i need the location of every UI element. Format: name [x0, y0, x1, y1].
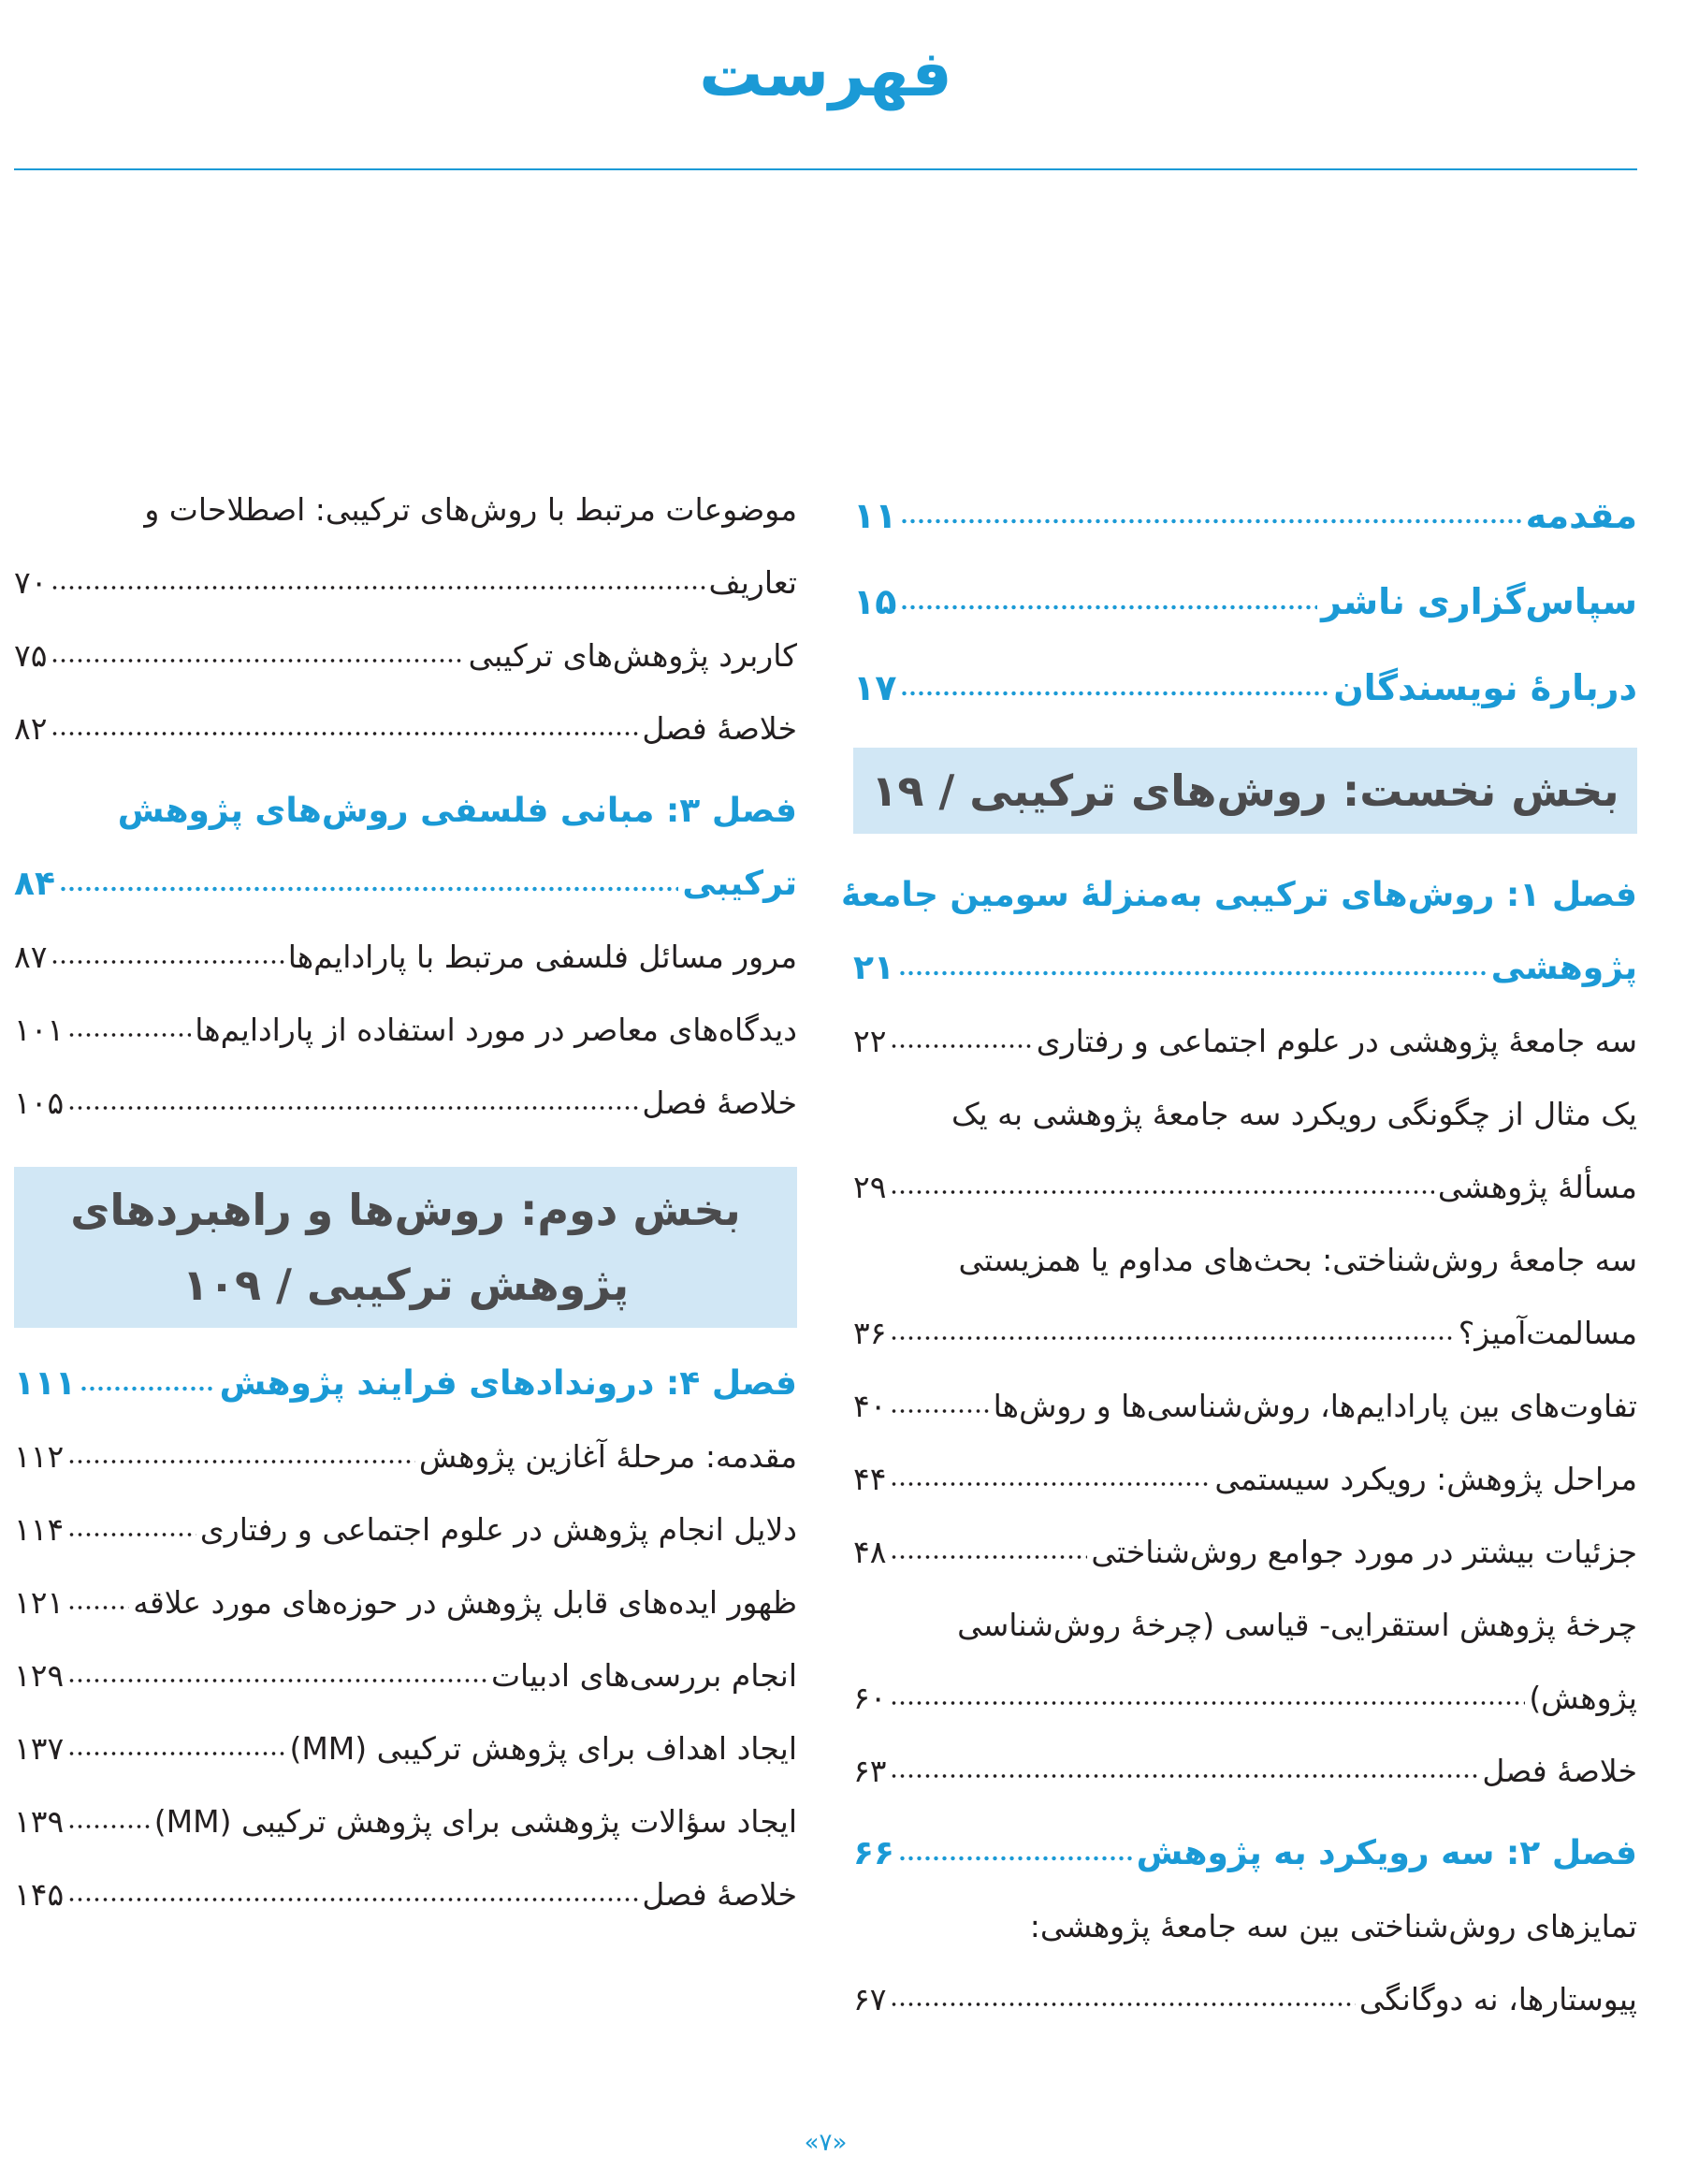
toc-entry[interactable] — [14, 1492, 797, 1565]
part-heading: بخش نخست: روش‌های ترکیبی / ۱۹ — [853, 748, 1637, 834]
entry-title: پیوستارها، نه دوگانگی — [1358, 1980, 1637, 2017]
dot-leader — [900, 604, 1317, 610]
page-ref: ۷۰ — [14, 563, 48, 601]
dot-leader — [890, 1408, 989, 1414]
toc-entry[interactable] — [14, 1638, 797, 1711]
toc-entry[interactable] — [14, 1711, 797, 1784]
toc-entry[interactable] — [14, 473, 797, 619]
page-ref: ۴۰ — [853, 1387, 887, 1424]
dot-leader — [67, 1678, 487, 1683]
toc-entry[interactable] — [14, 1066, 797, 1139]
toc-front-matter[interactable] — [853, 645, 1637, 731]
entry-title: سه جامعهٔ روش‌شناختی: بحث‌های مداوم یا همزیستی — [958, 1241, 1637, 1278]
page-ref: ۱۴۵ — [14, 1875, 65, 1913]
toc-entry[interactable] — [14, 619, 797, 692]
toc-chapter[interactable] — [840, 858, 1637, 1004]
dot-leader — [80, 1386, 216, 1391]
entry-title: کاربرد پژوهش‌های ترکیبی — [468, 636, 797, 674]
toc-entry[interactable] — [853, 1889, 1637, 2035]
toc-entry[interactable] — [853, 1223, 1637, 1369]
entry-title: مقدمه — [1525, 495, 1637, 536]
toc-chapter[interactable] — [14, 774, 797, 920]
dot-leader — [67, 1105, 638, 1111]
page-ref: ۲۲ — [853, 1022, 887, 1059]
entry-title: سه جامعهٔ پژوهشی در علوم اجتماعی و رفتاری — [1036, 1022, 1637, 1059]
entry-title: چرخهٔ پژوهش استقرایی- قیاسی (چرخهٔ روش‌شناسی — [957, 1606, 1637, 1643]
toc-entry[interactable] — [14, 920, 797, 993]
toc-front-matter[interactable] — [853, 473, 1637, 559]
toc-front-matter[interactable] — [853, 559, 1637, 645]
entry-title: فصل ۱: روش‌های ترکیبی به‌منزلهٔ سومین جامعهٔ — [840, 875, 1637, 914]
page-ref: ۱۰۵ — [14, 1084, 65, 1121]
page-number: «۷» — [804, 2129, 848, 2157]
entry-title: مسالمت‌آمیز؟ — [1458, 1314, 1637, 1351]
toc-entry[interactable] — [14, 993, 797, 1066]
entry-title: فصل ۴: دروندادهای فرایند پژوهش — [219, 1363, 797, 1403]
toc-chapter[interactable] — [14, 1347, 797, 1420]
toc-entry[interactable] — [853, 1734, 1637, 1807]
entry-title: خلاصهٔ فصل — [1482, 1752, 1637, 1789]
dot-leader — [51, 959, 283, 965]
entry-title: پژوهش) — [1529, 1679, 1637, 1716]
part-heading: بخش دوم: روش‌ها و راهبردهای پژوهش ترکیبی / ۱۰۹ — [14, 1167, 797, 1328]
toc-chapter[interactable] — [853, 1816, 1637, 1889]
entry-title: دلایل انجام پژوهش در علوم اجتماعی و رفتاری — [199, 1510, 797, 1548]
dot-leader — [890, 1481, 1211, 1487]
page-ref: ۱۰۱ — [14, 1011, 65, 1048]
page-ref: ۸۷ — [14, 938, 48, 975]
entry-title: مرور مسائل فلسفی مرتبط با پارادایم‌ها — [287, 938, 797, 975]
toc-column-left — [14, 473, 797, 1930]
page-ref: ۱۲۱ — [14, 1583, 65, 1621]
dot-leader — [67, 1032, 191, 1038]
dot-leader — [890, 1773, 1478, 1779]
dot-leader — [890, 1189, 1433, 1195]
entry-title: دربارهٔ نویسندگان — [1333, 667, 1637, 708]
entry-title: مقدمه: مرحلهٔ آغازین پژوهش — [418, 1437, 797, 1475]
entry-title: جزئیات بیشتر در مورد جوامع روش‌شناختی — [1091, 1533, 1637, 1570]
entry-title: خلاصهٔ فصل — [642, 1875, 797, 1913]
entry-title: موضوعات مرتبط با روش‌های ترکیبی: اصطلاحات و — [144, 490, 797, 528]
toc-entry[interactable] — [14, 1784, 797, 1857]
dot-leader — [890, 1554, 1087, 1560]
page-ref: ۴۸ — [853, 1533, 887, 1570]
dot-leader — [51, 585, 704, 590]
page-ref: ۱۲۹ — [14, 1656, 65, 1694]
dot-leader — [67, 1897, 638, 1902]
dot-leader — [59, 886, 678, 892]
dot-leader — [67, 1824, 151, 1829]
page-ref: ۴۴ — [853, 1460, 887, 1497]
dot-leader — [67, 1751, 285, 1756]
dot-leader — [67, 1532, 196, 1537]
toc-entry[interactable] — [14, 1420, 797, 1492]
toc-entry[interactable] — [14, 1857, 797, 1930]
page-ref: ۱۳۹ — [14, 1802, 65, 1840]
entry-title: خلاصهٔ فصل — [642, 709, 797, 747]
toc-entry[interactable] — [14, 1565, 797, 1638]
entry-title: ایجاد سؤالات پژوهشی برای پژوهش ترکیبی (MM) — [153, 1802, 797, 1840]
entry-title: فصل ۳: مبانی فلسفی روش‌های پژوهش — [117, 791, 797, 830]
toc-entry[interactable] — [853, 1077, 1637, 1223]
page-ref: ۱۷ — [853, 667, 897, 708]
toc-entry[interactable] — [853, 1588, 1637, 1734]
dot-leader — [900, 518, 1521, 524]
entry-title: تفاوت‌های بین پارادایم‌ها، روش‌شناسی‌ها و روش‌ها — [993, 1387, 1637, 1424]
title-divider — [14, 168, 1637, 170]
dot-leader — [898, 970, 1488, 976]
dot-leader — [67, 1459, 415, 1464]
page-title: فهرست — [699, 37, 952, 111]
entry-title: ایجاد اهداف برای پژوهش ترکیبی (MM) — [289, 1729, 797, 1767]
toc-column-right — [840, 473, 1637, 2035]
page-ref: ۳۶ — [853, 1314, 887, 1351]
page-ref: ۲۹ — [853, 1168, 887, 1205]
page-ref: ۱۱۱ — [14, 1363, 76, 1403]
dot-leader — [67, 1605, 129, 1610]
page-ref: ۶۷ — [853, 1980, 887, 2017]
entry-title: مراحل پژوهش: رویکرد سیستمی — [1214, 1460, 1637, 1497]
entry-title: تمایزهای روش‌شناختی بین سه جامعهٔ پژوهشی: — [1029, 1907, 1637, 1944]
toc-entry[interactable] — [14, 692, 797, 764]
page-ref: ۱۳۷ — [14, 1729, 65, 1767]
page-ref: ۸۴ — [14, 864, 55, 903]
page-ref: ۱۵ — [853, 581, 897, 622]
entry-title: خلاصهٔ فصل — [642, 1084, 797, 1121]
dot-leader — [890, 1335, 1454, 1341]
dot-leader — [890, 1043, 1032, 1049]
entry-title: ترکیبی — [682, 864, 797, 903]
entry-title: تعاریف — [708, 563, 797, 601]
page-ref: ۶۰ — [853, 1679, 887, 1716]
page-ref: ۷۵ — [14, 636, 48, 674]
toc-entry[interactable] — [853, 1004, 1637, 1077]
page-ref: ۱۱ — [853, 495, 897, 536]
page-ref: ۱۱۴ — [14, 1510, 65, 1548]
dot-leader — [900, 691, 1329, 696]
toc-entry[interactable] — [853, 1442, 1637, 1515]
page-ref: ۸۲ — [14, 709, 48, 747]
entry-title: پژوهشی — [1490, 948, 1637, 987]
dot-leader — [890, 2002, 1355, 2007]
toc-entry[interactable] — [853, 1515, 1637, 1588]
entry-title: ظهور ایده‌های قابل پژوهش در حوزه‌های مورد علاقه — [133, 1583, 797, 1621]
dot-leader — [890, 1700, 1525, 1706]
page-ref: ۶۶ — [853, 1833, 894, 1872]
page-ref: ۲۱ — [853, 948, 894, 987]
entry-title: دیدگاه‌های معاصر در مورد استفاده از پارادایم‌ها — [195, 1011, 797, 1048]
toc-entry[interactable] — [853, 1369, 1637, 1442]
entry-title: فصل ۲: سه رویکرد به پژوهش — [1136, 1833, 1637, 1872]
dot-leader — [51, 731, 638, 736]
entry-title: یک مثال از چگونگی رویکرد سه جامعهٔ پژوهشی به یک — [951, 1095, 1637, 1132]
page-ref: ۱۱۲ — [14, 1437, 65, 1475]
dot-leader — [898, 1856, 1133, 1861]
entry-title: انجام بررسی‌های ادبیات — [490, 1656, 797, 1694]
entry-title: سپاس‌گزاری ناشر — [1321, 581, 1637, 622]
dot-leader — [51, 658, 464, 663]
page-ref: ۶۳ — [853, 1752, 887, 1789]
entry-title: مسألهٔ پژوهشی — [1437, 1168, 1637, 1205]
